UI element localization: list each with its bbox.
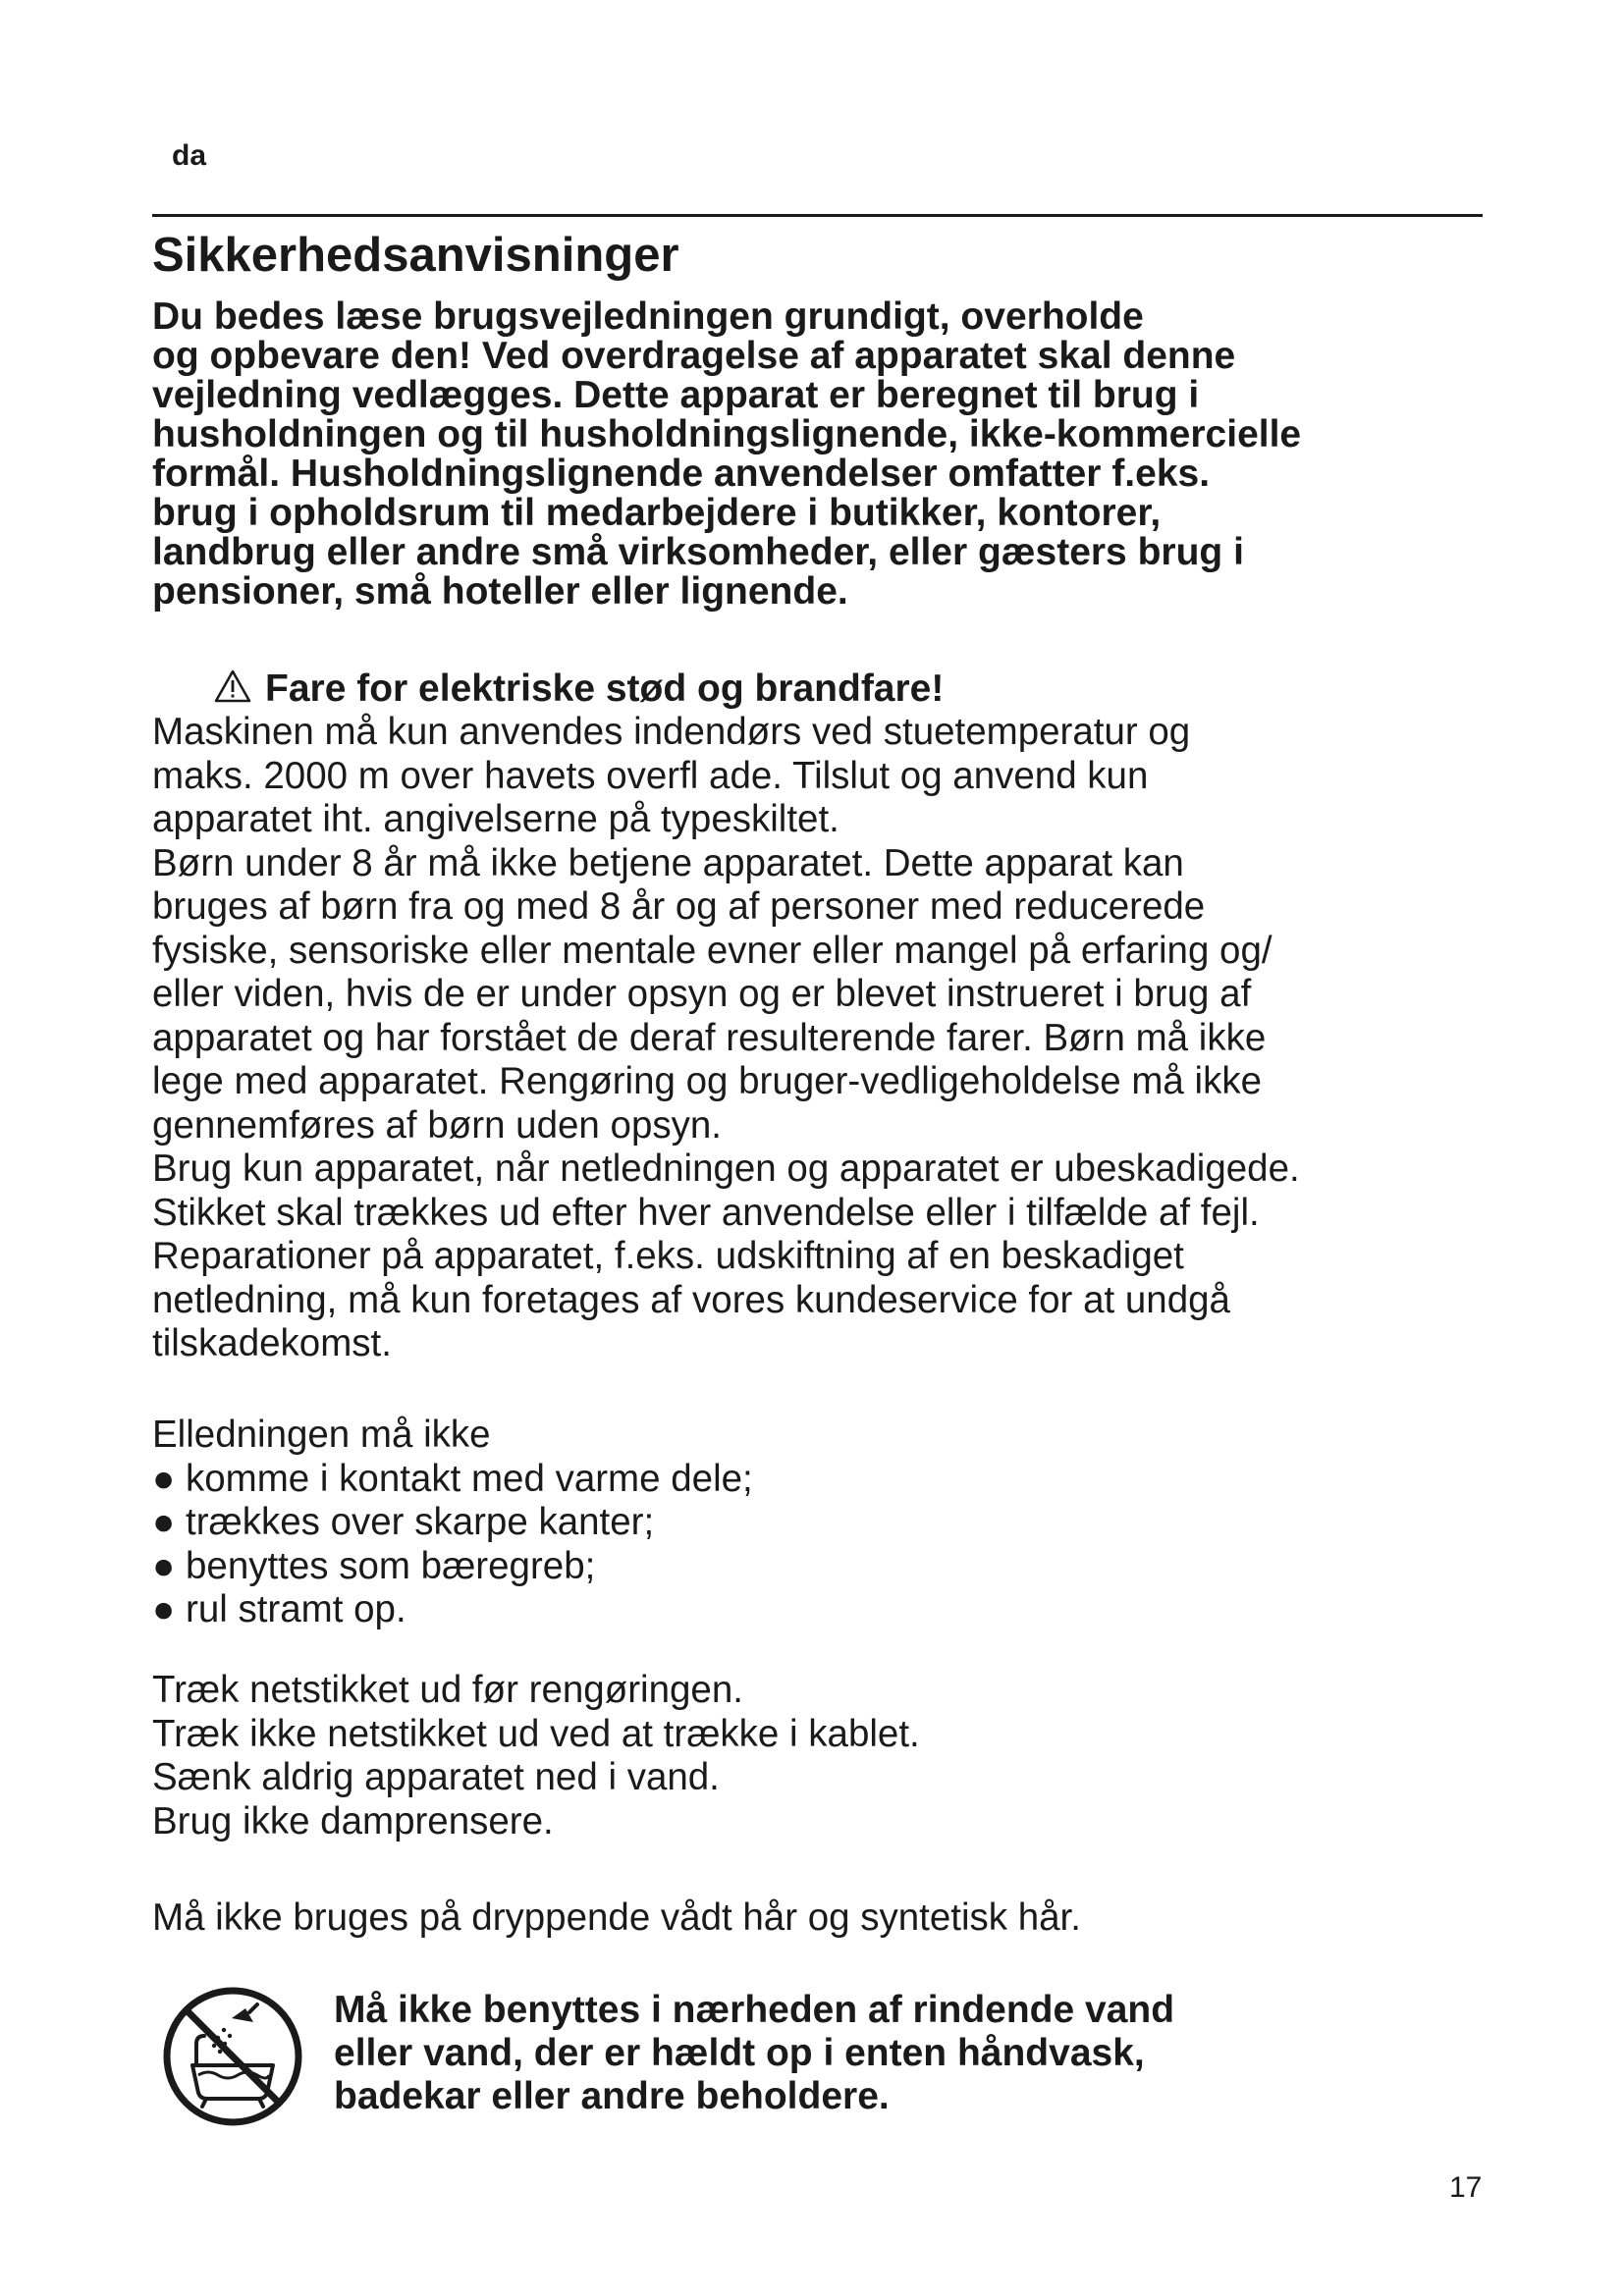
list-item-text: rul stramt op.: [186, 1588, 406, 1630]
safety-body: [152, 711, 1300, 1366]
body-line: maks. 2000 m over havets overfl ade. Tilslut og anvend kun: [152, 754, 1149, 797]
instruction-line: Træk netstikket ud før rengøringen.: [152, 1669, 743, 1711]
water-warning-line: eller vand, der er hældt op i enten håndvask,: [334, 2032, 1145, 2074]
list-item: [152, 1545, 753, 1589]
bullet-icon: ●: [152, 1457, 176, 1500]
intro-line: pensioner, små hoteller eller lignende.: [152, 570, 848, 613]
language-code: da: [172, 139, 207, 172]
intro-line: vejledning vedlægges. Dette apparat er beregnet til brug i: [152, 374, 1200, 416]
no-water-bath-icon: [159, 1983, 306, 2130]
bullet-icon: ●: [152, 1544, 176, 1587]
warning-triangle-icon: [214, 669, 251, 713]
water-warning-line: Må ikke benyttes i nærheden af rindende vand: [334, 1989, 1175, 2031]
body-line: Børn under 8 år må ikke betjene apparatet. Dette apparat kan: [152, 841, 1184, 884]
body-line: apparatet og har forstået de deraf resulterende farer. Børn må ikke: [152, 1016, 1267, 1059]
body-line: tilskadekomst.: [152, 1322, 392, 1364]
electric-warning: [214, 667, 944, 713]
body-line: apparatet iht. angivelserne på typeskiltet.: [152, 798, 839, 840]
intro-line: husholdningen og til husholdningslignende, ikke-kommercielle: [152, 413, 1302, 455]
body-line: lege med apparatet. Rengøring og bruger-vedligeholdelse må ikke: [152, 1060, 1262, 1102]
body-line: Brug kun apparatet, når netledningen og apparatet er ubeskadigede.: [152, 1148, 1300, 1190]
instruction-line: Træk ikke netstikket ud ved at trække i kablet.: [152, 1712, 920, 1755]
water-warning-line: badekar eller andre beholdere.: [334, 2075, 890, 2117]
plug-instructions: [152, 1669, 920, 1843]
instruction-line: Sænk aldrig apparatet ned i vand.: [152, 1756, 720, 1798]
bullet-icon: ●: [152, 1501, 176, 1543]
body-line: Stikket skal trækkes ud efter hver anvendelse eller i tilfælde af fejl.: [152, 1191, 1260, 1234]
intro-line: og opbevare den! Ved overdragelse af apparatet skal denne: [152, 335, 1236, 377]
list-item: [152, 1458, 753, 1502]
hair-note: Må ikke bruges på dryppende vådt hår og syntetisk hår.: [152, 1896, 1081, 1939]
body-line: Reparationer på apparatet, f.eks. udskiftning af en beskadiget: [152, 1235, 1184, 1277]
list-item-text: komme i kontakt med varme dele;: [186, 1457, 753, 1500]
body-line: fysiske, sensoriske eller mentale evner eller mangel på erfaring og/: [152, 929, 1272, 972]
body-line: netledning, må kun foretages af vores kundeservice for at undgå: [152, 1278, 1230, 1321]
intro-paragraph: [152, 297, 1527, 612]
cord-intro: Elledningen må ikke: [152, 1414, 491, 1456]
list-item-text: trækkes over skarpe kanter;: [186, 1501, 655, 1543]
cord-list: [152, 1414, 753, 1632]
bullet-icon: ●: [152, 1588, 176, 1630]
page-number: 17: [1449, 2171, 1483, 2204]
instruction-line: Brug ikke damprensere.: [152, 1799, 554, 1842]
body-line: eller viden, hvis de er under opsyn og er blevet instrueret i brug af: [152, 973, 1252, 1015]
water-warning: [334, 1989, 1174, 2118]
body-line: bruges af børn fra og med 8 år og af personer med reducerede: [152, 885, 1206, 928]
intro-line: landbrug eller andre små virksomheder, eller gæsters brug i: [152, 531, 1244, 573]
section-title: Sikkerhedsanvisninger: [152, 229, 679, 282]
warning-heading: Fare for elektriske stød og brandfare!: [265, 667, 945, 710]
list-item: [152, 1501, 753, 1545]
intro-line: brug i opholdsrum til medarbejdere i butikker, kontorer,: [152, 492, 1162, 534]
list-item-text: benyttes som bæregreb;: [186, 1544, 596, 1587]
body-line: gennemføres af børn uden opsyn.: [152, 1103, 722, 1147]
header-divider: [152, 214, 1483, 217]
intro-line: formål. Husholdningslignende anvendelser omfatter f.eks.: [152, 453, 1211, 495]
body-line: Maskinen må kun anvendes indendørs ved stuetemperatur og: [152, 711, 1191, 753]
list-item: [152, 1588, 753, 1632]
intro-line: Du bedes læse brugsvejledningen grundigt, overholde: [152, 295, 1144, 338]
